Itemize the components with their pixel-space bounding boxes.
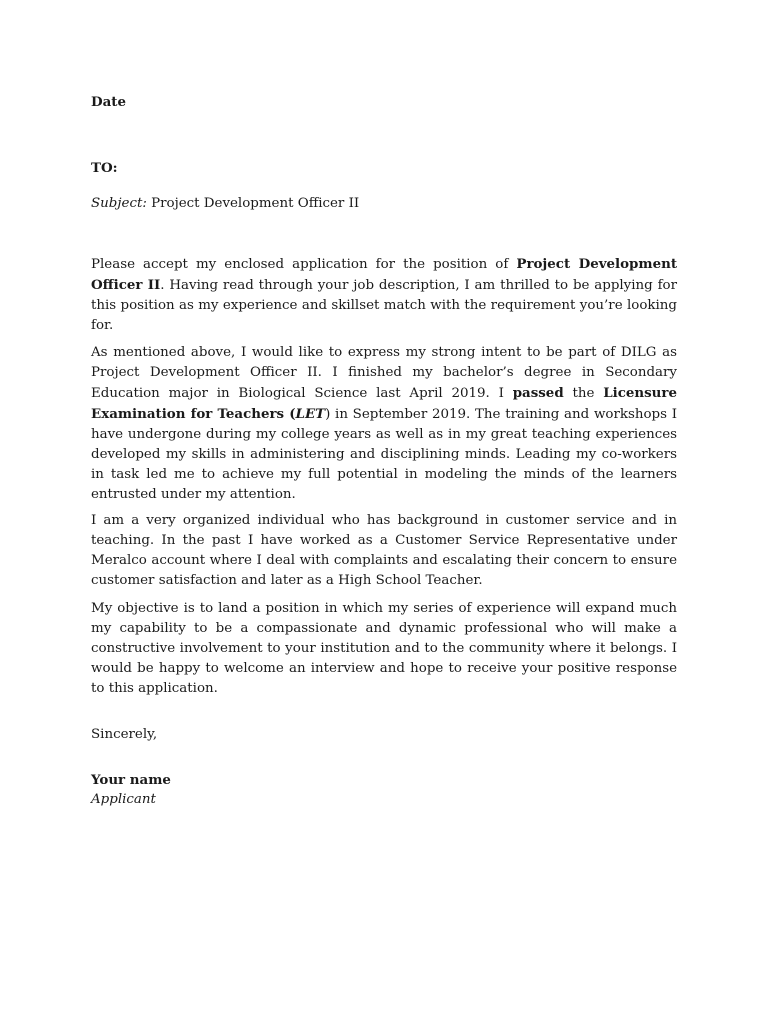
recipient-heading: TO:	[91, 160, 118, 176]
date-heading: Date	[91, 94, 126, 110]
p2-text-c: the	[563, 386, 604, 401]
closing-salutation: Sincerely,	[91, 727, 158, 742]
p2-text-a: As mentioned above, I would like to express my strong intent to be part of DILG as Project Development Officer II. I finished my bachelor’s degree in Secondary Education major in Biological Science last April 2019. I	[91, 345, 677, 401]
signer-role: Applicant	[91, 792, 156, 807]
p2-exam-abbrev: LET	[295, 406, 326, 422]
p2-text-f: ) in September 2019. The training and workshops I have undergone during my college years as well as in my great teaching experiences developed my skills in administering and disciplining minds. Leading my co-workers in task led me to achieve my full potential in modeling the minds of the learners entrusted under my attention.	[91, 407, 677, 502]
subject-line	[91, 194, 677, 214]
paragraph-intro	[91, 254, 677, 336]
subject-label: Subject:	[91, 196, 147, 211]
p1-position-title: Project Development Officer II	[91, 256, 678, 293]
p2-exam-name: Licensure Examination for Teachers (	[91, 385, 677, 422]
signer-name: Your name	[91, 772, 171, 788]
paragraph-objective: My objective is to land a position in which my series of experience will expand much my capability to be a compassionate and dynamic professional who will make a constructive involvement to your institution and to the community where it belongs. I would be happy to welcome an interview and hope to receive your positive response to this application.	[91, 601, 677, 696]
p1-text-c: . Having read through your job description, I am thrilled to be applying for this position as my experience and skillset match with the requirement you’re looking for.	[91, 278, 677, 333]
p1-text-a: Please accept my enclosed application for the position of	[91, 257, 517, 272]
paragraph-background	[91, 343, 677, 505]
paragraph-experience: I am a very organized individual who has background in customer service and in teaching. In the past I have worked as a Customer Service Representative under Meralco account where I deal with complaints and escalating their concern to ensure customer satisfaction and later as a High School Teacher.	[91, 513, 677, 588]
p2-passed: passed	[512, 385, 564, 401]
subject-text: Project Development Officer II	[146, 196, 360, 211]
